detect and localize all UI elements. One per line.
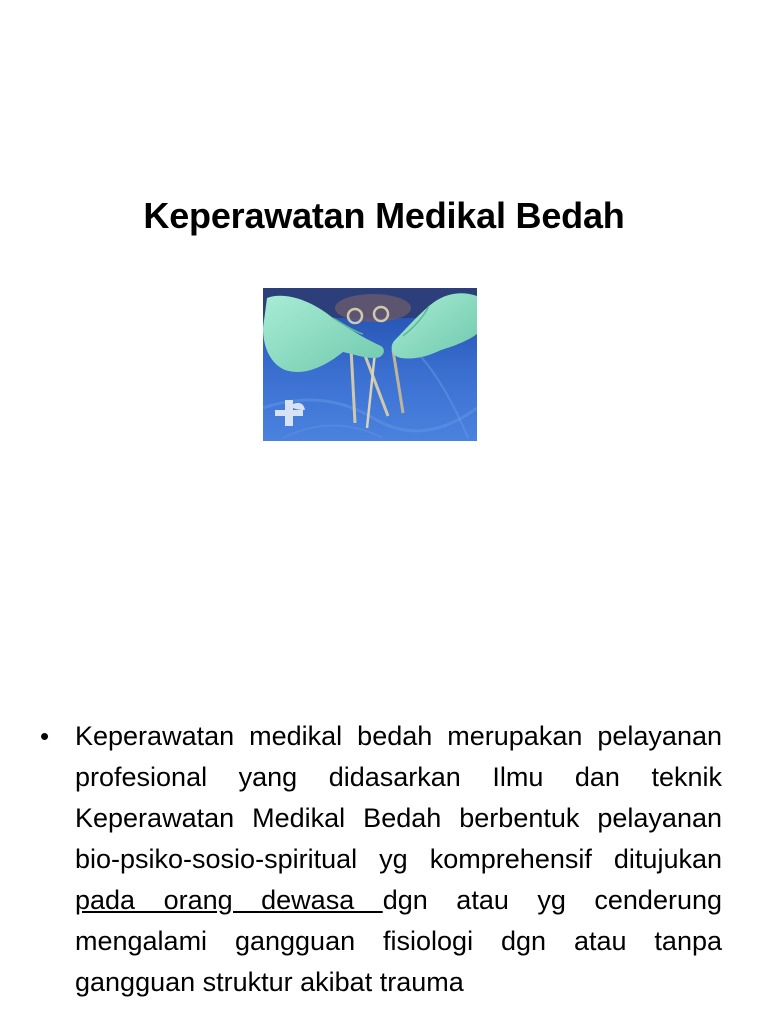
bullet-text-underlined: pada orang dewasa — [75, 885, 383, 915]
bullet-marker: • — [40, 721, 50, 751]
bullet-list — [40, 716, 722, 1003]
bullet-paragraph — [75, 716, 722, 1003]
surgery-photo — [263, 288, 477, 441]
slide-title: Keperawatan Medikal Bedah — [143, 195, 625, 236]
bullet-text-before: Keperawatan medikal bedah merupakan pelayanan profesional yang didasarkan Ilmu dan teknik Keperawatan Medikal Bedah berbentuk pelayanan bio-psiko-sosio-spiritual yg komprehensif ditujukan — [75, 721, 722, 874]
bullet-text-after: dgn atau yg cenderung mengalami gangguan fisiologi dgn atau tanpa gangguan struktur akibat trauma — [75, 885, 722, 997]
